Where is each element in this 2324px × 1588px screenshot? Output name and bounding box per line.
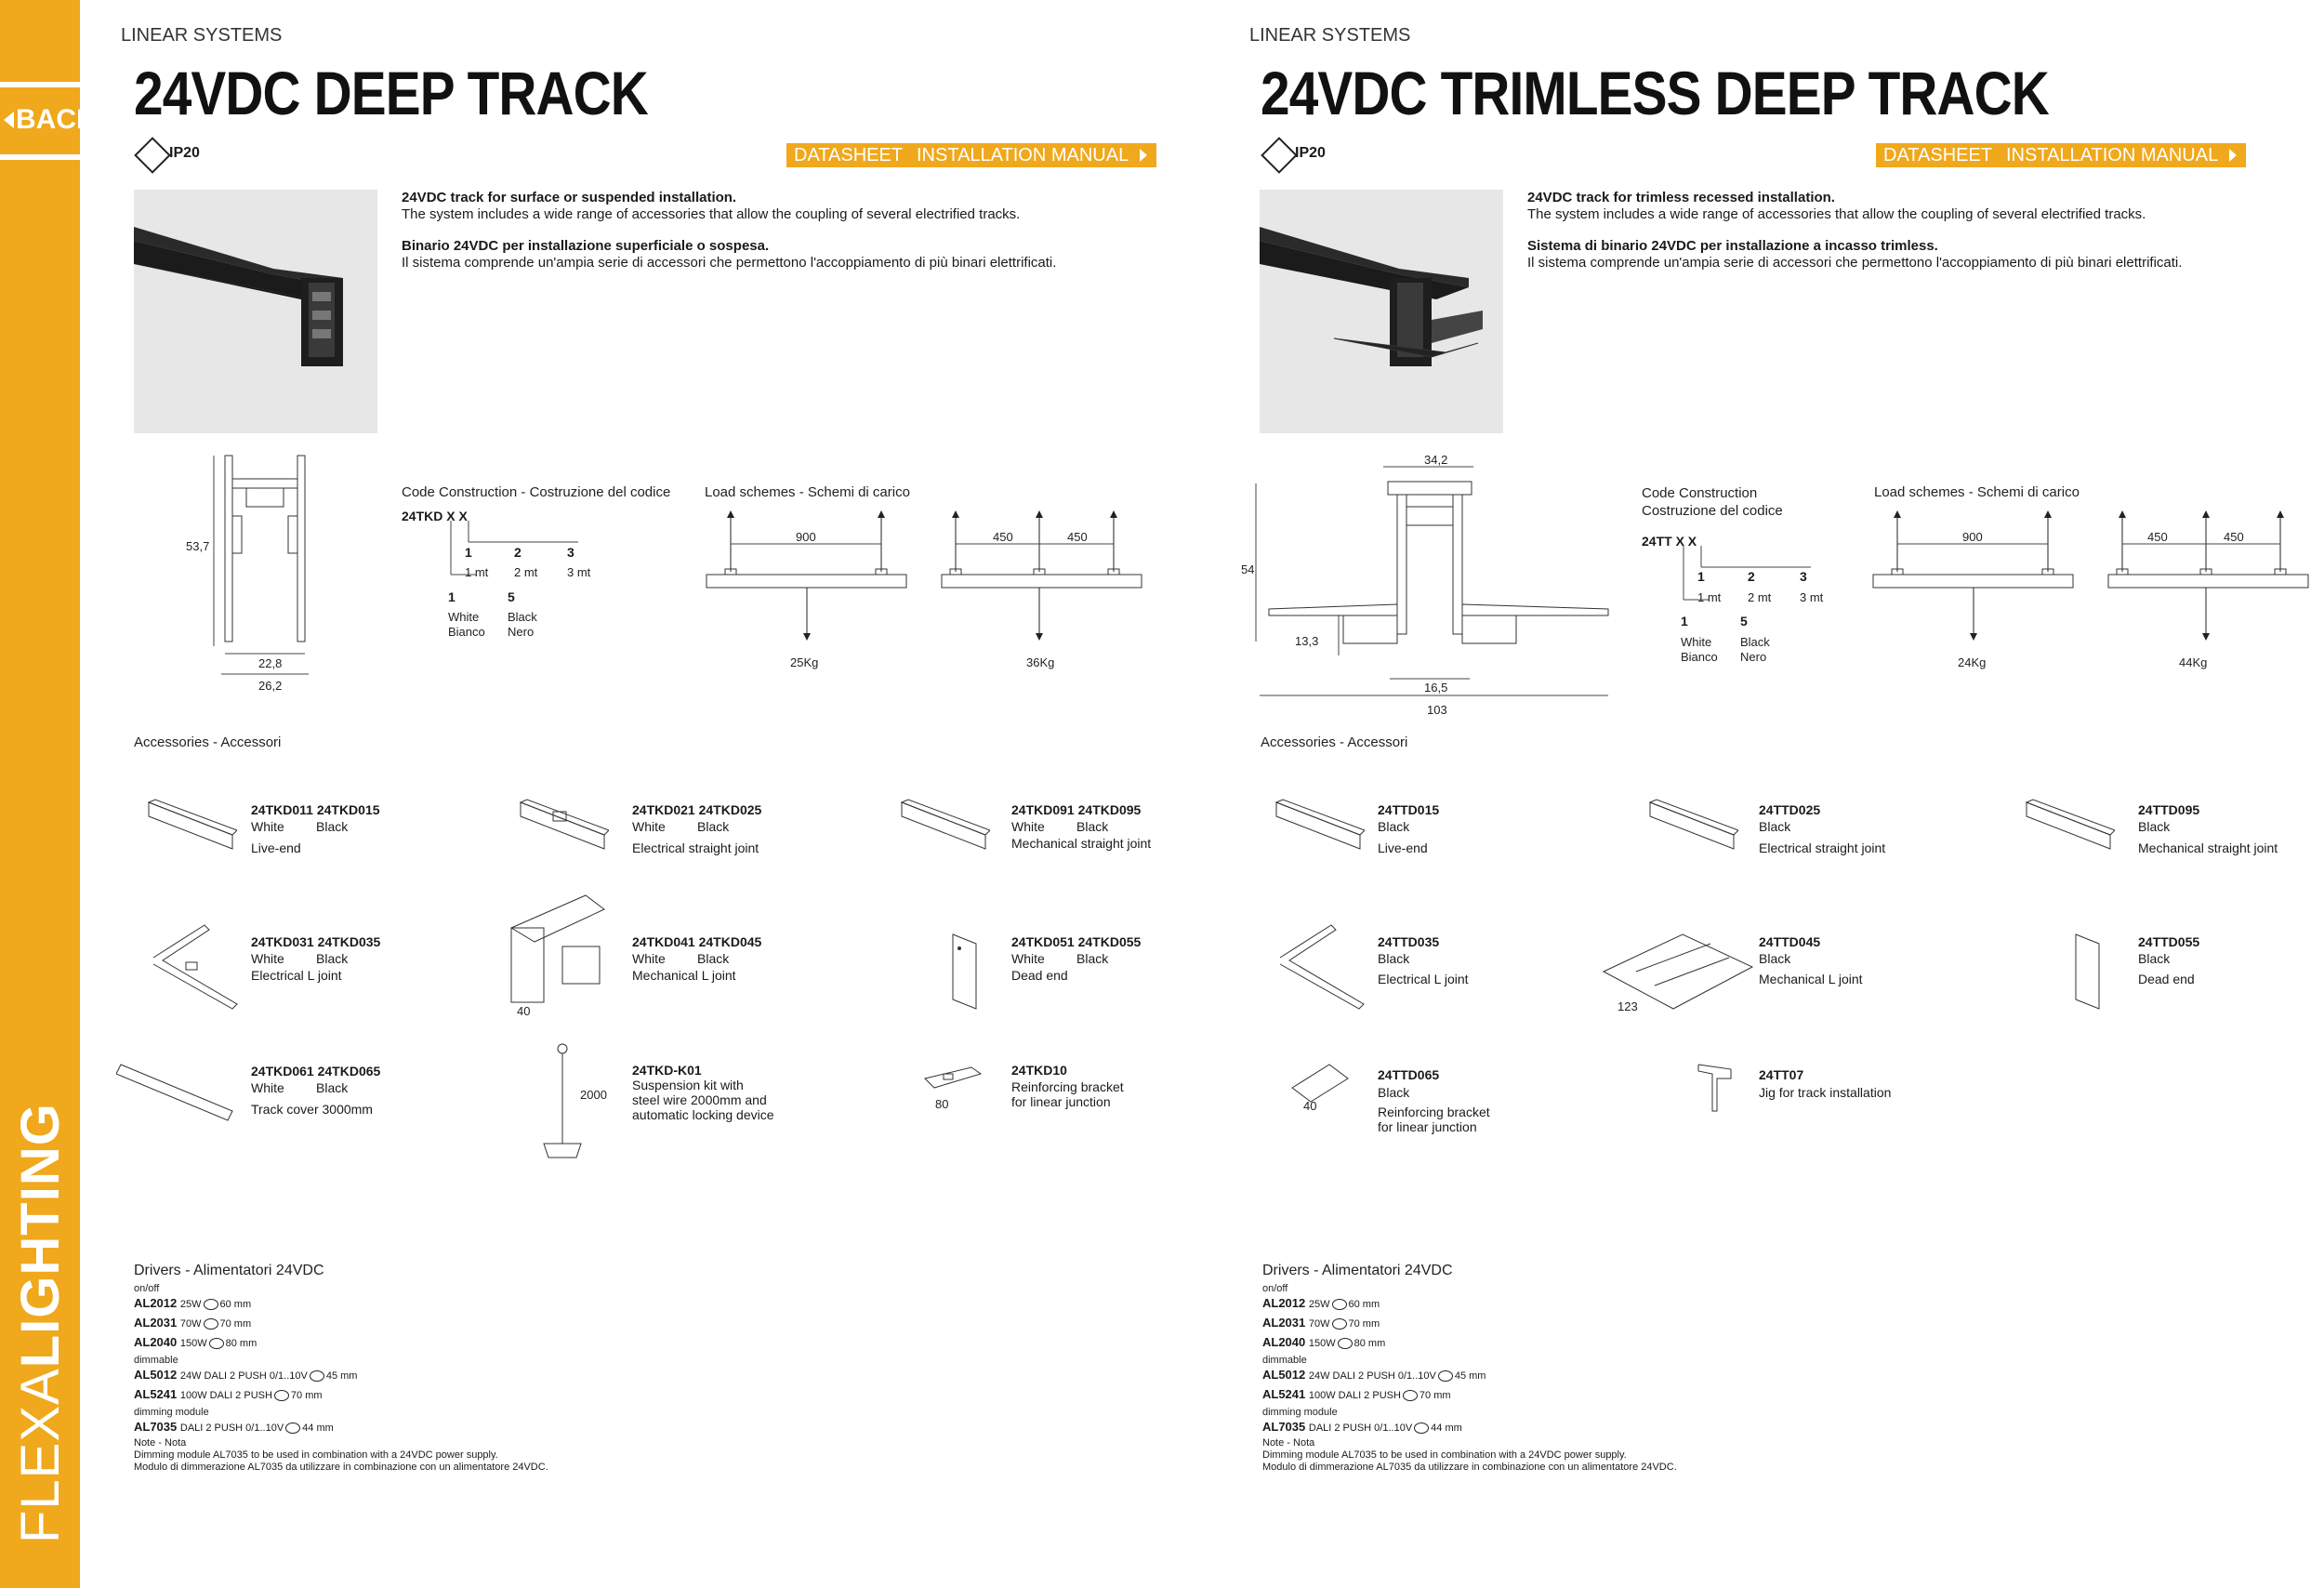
product-photo <box>134 190 377 433</box>
electrical-l-joint-icon-right <box>1275 916 1368 1018</box>
diameter-icon <box>209 1338 224 1349</box>
datasheet-button[interactable]: DATASHEET <box>786 143 931 167</box>
len-num-2: 2 <box>514 545 522 560</box>
acc-electrical-straight: 24TKD021 24TKD025 White Black Electrical straight joint <box>632 802 762 855</box>
acc-mechanical-straight-right: 24TTD095 Black Mechanical straight joint <box>2138 802 2278 855</box>
electrical-l-joint-icon <box>149 916 242 1018</box>
product-photo-right <box>1260 190 1503 433</box>
load2-span-a-right: 450 <box>2147 530 2168 544</box>
acc-electrical-l: 24TKD031 24TKD035 White Black Electrical L joint <box>251 934 381 983</box>
load2-weight-right: 44Kg <box>2179 655 2208 669</box>
acc-dead-end-right: 24TTD055 Black Dead end <box>2138 934 2200 986</box>
ip-class-icon <box>134 137 171 174</box>
electrical-straight-joint-icon <box>516 798 609 854</box>
ip-rating: IP20 <box>169 145 200 161</box>
suspension-kit-icon <box>535 1041 590 1171</box>
color-num-1-right: 1 <box>1681 614 1688 629</box>
dead-end-icon-right <box>2071 930 2108 1013</box>
mech-l-joint-dim-right: 123 <box>1618 999 1638 1013</box>
jig-icon <box>1694 1060 1740 1116</box>
back-label[interactable]: BACK <box>16 104 97 135</box>
section-label: LINEAR SYSTEMS <box>121 25 283 46</box>
dim-height-right: 54 <box>1241 562 1255 576</box>
color-en-5-right: Black <box>1740 635 1770 649</box>
load2-span-a: 450 <box>993 530 1013 544</box>
back-arrow-icon <box>4 112 14 128</box>
acc-electrical-straight-right: 24TTD025 Black Electrical straight joint <box>1759 802 1886 855</box>
acc-suspension-kit: 24TKD-K01 Suspension kit with steel wire 2000mm and automatic locking device <box>632 1063 774 1122</box>
track-cover-icon <box>116 1060 237 1125</box>
code-pattern: 24TKD X X <box>402 509 468 523</box>
section-label-right: LINEAR SYSTEMS <box>1249 25 1411 46</box>
diameter-icon <box>1332 1299 1347 1310</box>
len-val-2-right: 2 mt <box>1748 590 1772 604</box>
load2-span-b-right: 450 <box>2224 530 2244 544</box>
diameter-icon <box>1338 1338 1353 1349</box>
profile-section-drawing <box>177 451 325 693</box>
load1-weight: 25Kg <box>790 655 819 669</box>
product-description: 24VDC track for surface or suspended installation. The system includes a wide range of accessories that allow the coupling of several electrified tracks. Binario 24VDC per installazione superficiale o sospesa. Il sistema comprende un'ampia serie di accessori che permettono l'accoppiamento di più binari elettrificati. <box>402 190 1057 271</box>
product-description-right: 24VDC track for trimless recessed installation. The system includes a wide range of accessories that allow the coupling of several electrified tracks. Sistema di binario 24VDC per installazione a incasso trimless. Il sistema comprende un'ampia serie di accessori che permettono l'accoppiamento di più binari elettrificati. <box>1527 190 2183 271</box>
suspension-dim: 2000 <box>580 1088 607 1102</box>
code-construction-title: Code Construction - Costruzione del codice <box>402 484 671 500</box>
dim-inner-width-right: 16,5 <box>1424 681 1448 695</box>
diameter-icon <box>1438 1370 1453 1382</box>
diameter-icon <box>1414 1423 1429 1434</box>
diameter-icon <box>274 1390 289 1401</box>
reinforcing-bracket-icon-right <box>1287 1060 1353 1106</box>
diameter-icon <box>204 1299 218 1310</box>
code-construction-title-right: Code Construction Costruzione del codice <box>1642 485 1783 519</box>
dim-flange-right: 13,3 <box>1295 634 1319 648</box>
accessories-title: Accessories - Accessori <box>134 734 282 750</box>
mechanical-l-joint-icon <box>507 891 609 1012</box>
acc-dead-end: 24TKD051 24TKD055 White Black Dead end <box>1011 934 1142 983</box>
dim-inner-width: 22,8 <box>258 656 283 670</box>
mech-l-joint-dim: 40 <box>517 1004 531 1018</box>
acc-mechanical-l-right: 24TTD045 Black Mechanical L joint <box>1759 934 1863 986</box>
color-en-5: Black <box>508 610 537 624</box>
load1-span-right: 900 <box>1962 530 1983 544</box>
reinforcing-bracket-icon <box>920 1065 985 1102</box>
load-schemes-title: Load schemes - Schemi di carico <box>705 484 910 500</box>
acc-live-end: 24TKD011 24TKD015 White Black Live-end <box>251 802 380 855</box>
installation-manual-button[interactable]: INSTALLATION MANUAL <box>909 143 1156 167</box>
page-title-right: 24VDC TRIMLESS DEEP TRACK <box>1261 59 2049 127</box>
color-it-1-right: Bianco <box>1681 650 1718 664</box>
installation-manual-button-right[interactable]: INSTALLATION MANUAL <box>1999 143 2246 167</box>
page-title: 24VDC DEEP TRACK <box>134 59 648 127</box>
bracket-dim: 80 <box>935 1097 949 1111</box>
diameter-icon <box>285 1423 300 1434</box>
color-it-1: Bianco <box>448 625 485 639</box>
diameter-icon <box>1332 1318 1347 1330</box>
bracket-dim-right: 40 <box>1303 1099 1317 1113</box>
color-it-5-right: Nero <box>1740 650 1767 664</box>
ip-rating-right: IP20 <box>1295 145 1326 161</box>
diameter-icon <box>310 1370 324 1382</box>
load1-span: 900 <box>796 530 816 544</box>
acc-reinforcing-bracket-right: 24TTD065 Black Reinforcing bracket for linear junction <box>1378 1067 1490 1134</box>
mechanical-straight-joint-icon-right <box>2022 798 2115 854</box>
dead-end-icon <box>948 930 985 1013</box>
len-num-2-right: 2 <box>1748 569 1755 584</box>
accessories-title-right: Accessories - Accessori <box>1261 734 1408 750</box>
drivers-block-left: Drivers - Alimentatori 24VDC on/off AL2012 25W 60 mm AL2031 70W 70 mm AL2040 150W 80 mm dimmable AL5012 24W DALI 2 PUSH 0/1..10V 45 mm AL5241 100W DALI 2 PUSH 70 mm dimming module AL7035 DALI 2 PUSH 0/1..10V 44 mm Note - Nota Dimming module AL7035 to be used in combination with a 24VDC power supply. Modulo di dimmerazione AL7035 da utilizzare in combinazione con un alimentatore 24VDC. <box>134 1263 548 1473</box>
electrical-straight-joint-icon-right <box>1645 798 1738 854</box>
live-end-icon-right <box>1272 798 1365 854</box>
diameter-icon <box>204 1318 218 1330</box>
acc-electrical-l-right: 24TTD035 Black Electrical L joint <box>1378 934 1469 986</box>
load2-span-b: 450 <box>1067 530 1088 544</box>
load2-weight: 36Kg <box>1026 655 1055 669</box>
len-val-3-right: 3 mt <box>1800 590 1824 604</box>
acc-reinforcing-bracket: 24TKD10 Reinforcing bracket for linear junction <box>1011 1063 1124 1109</box>
len-val-1-right: 1 mt <box>1697 590 1722 604</box>
ip-class-icon-right <box>1261 137 1298 174</box>
acc-mechanical-l: 24TKD041 24TKD045 White Black Mechanical L joint <box>632 934 762 983</box>
dim-top-right: 34,2 <box>1424 453 1448 467</box>
trimless-track-render-icon <box>1260 190 1503 433</box>
diameter-icon <box>1403 1390 1418 1401</box>
len-val-1: 1 mt <box>465 565 489 579</box>
acc-live-end-right: 24TTD015 Black Live-end <box>1378 802 1440 855</box>
color-en-1-right: White <box>1681 635 1712 649</box>
track-render-icon <box>134 190 377 433</box>
mechanical-straight-joint-icon <box>897 798 990 854</box>
profile-section-drawing-right <box>1250 456 1618 707</box>
color-num-1: 1 <box>448 589 456 604</box>
acc-track-cover: 24TKD061 24TKD065 White Black Track cover 3000mm <box>251 1064 381 1117</box>
code-pattern-right: 24TT X X <box>1642 534 1697 549</box>
len-num-1: 1 <box>465 545 472 560</box>
acc-mechanical-straight: 24TKD091 24TKD095 White Black Mechanical straight joint <box>1011 802 1152 851</box>
load-schemes-title-right: Load schemes - Schemi di carico <box>1874 484 2080 500</box>
color-it-5: Nero <box>508 625 535 639</box>
dim-height: 53,7 <box>186 539 210 553</box>
color-num-5: 5 <box>508 589 515 604</box>
color-num-5-right: 5 <box>1740 614 1748 629</box>
len-val-2: 2 mt <box>514 565 538 579</box>
len-num-3-right: 3 <box>1800 569 1807 584</box>
dim-outer-width-right: 103 <box>1427 703 1447 717</box>
live-end-icon <box>144 798 237 854</box>
len-num-3: 3 <box>567 545 574 560</box>
datasheet-button-right[interactable]: DATASHEET <box>1876 143 2020 167</box>
brand-wordmark: FLEXALIGHTING <box>10 1103 71 1543</box>
load-scheme-diagram-right <box>1871 507 2317 674</box>
len-val-3: 3 mt <box>567 565 591 579</box>
drivers-block-right: Drivers - Alimentatori 24VDC on/off AL2012 25W 60 mm AL2031 70W 70 mm AL2040 150W 80 mm dimmable AL5012 24W DALI 2 PUSH 0/1..10V 45 mm AL5241 100W DALI 2 PUSH 70 mm dimming module AL7035 DALI 2 PUSH 0/1..10V 44 mm Note - Nota Dimming module AL7035 to be used in combination with a 24VDC power supply. Modulo di dimmerazione AL7035 da utilizzare in combinazione con un alimentatore 24VDC. <box>1262 1263 1677 1473</box>
len-num-1-right: 1 <box>1697 569 1705 584</box>
acc-jig: 24TT07 Jig for track installation <box>1759 1067 1892 1100</box>
load1-weight-right: 24Kg <box>1958 655 1987 669</box>
color-en-1: White <box>448 610 480 624</box>
dim-outer-width: 26,2 <box>258 679 283 693</box>
